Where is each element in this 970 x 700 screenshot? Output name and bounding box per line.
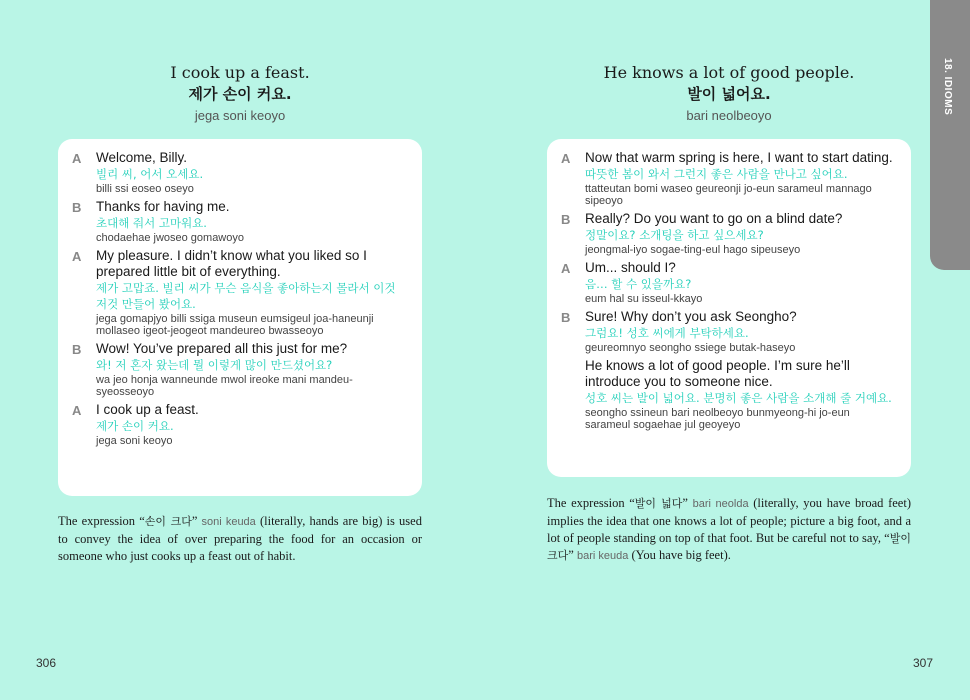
note-text: (literally, you have broad feet) implies the idea that one knows a lot of people; picture a big foot, and a lot of people standing on top of that foot. But be careful not to say, “ xyxy=(547,496,911,545)
line-english: Sure! Why don’t you ask Seongho? xyxy=(585,309,797,324)
chapter-tab xyxy=(930,0,970,270)
line-korean: 그럼요! 성호 씨에게 부탁하세요. xyxy=(585,326,749,340)
left-title-english: I cook up a feast. xyxy=(170,63,310,82)
note-korean-term: 발이 크다 xyxy=(547,532,911,562)
line-english: Really? Do you want to go on a blind date? xyxy=(585,211,843,226)
right-dialogue-card xyxy=(547,139,911,477)
line-romanization: billi ssi eoseo oseyo xyxy=(96,183,194,195)
line-english: Now that warm spring is here, I want to start dating. xyxy=(585,150,893,165)
page-number: 306 xyxy=(36,656,57,670)
dialogue-line xyxy=(72,341,408,398)
dialogue-line xyxy=(72,402,408,447)
note-text: The expression “ xyxy=(58,514,145,528)
speaker-label: A xyxy=(72,151,82,166)
line-romanization: wa jeo honja wanneunde mwol ireoke mani mandeu-syeosseoyo xyxy=(96,374,353,398)
note-text: The expression “ xyxy=(547,496,635,510)
line-romanization: ttatteutan bomi waseo geureonji jo-eun sarameul mannago sipeoyo xyxy=(585,183,872,207)
speaker-label: B xyxy=(561,310,571,325)
right-page xyxy=(485,0,970,700)
line-korean: 따뜻한 봄이 와서 그런지 좋은 사람을 만나고 싶어요. xyxy=(585,167,848,181)
right-title-english: He knows a lot of good people. xyxy=(603,63,855,82)
page-number: 307 xyxy=(913,656,934,670)
left-title-korean: 제가 손이 커요. xyxy=(188,85,292,103)
dialogue-line xyxy=(561,358,897,431)
dialogue-line xyxy=(72,150,408,195)
line-english: Wow! You’ve prepared all this just for me? xyxy=(96,341,348,356)
note-text: ” xyxy=(682,496,693,510)
line-english: He knows a lot of good people. I’m sure he’ll introduce you to someone nice. xyxy=(585,358,850,389)
note-text: ” xyxy=(191,514,202,528)
dialogue-line xyxy=(561,260,897,305)
line-romanization: jega soni keoyo xyxy=(96,435,173,447)
note-text: (literally, hands are big) is used to convey the idea of over preparing the food for an occasion or someone who just cooks up a feast out of habit. xyxy=(58,514,422,563)
line-korean: 와! 저 혼자 왔는데 뭘 이렇게 많이 만드셨어요? xyxy=(96,358,333,372)
line-korean: 정말이요? 소개팅을 하고 싶으세요? xyxy=(585,228,764,242)
note-korean-term: 발이 넓다 xyxy=(634,497,683,510)
speaker-label: A xyxy=(561,261,571,276)
speaker-label: A xyxy=(72,249,82,264)
note-romanization: soni keuda xyxy=(201,516,256,528)
line-korean: 제가 손이 커요. xyxy=(96,419,174,433)
speaker-label: B xyxy=(72,342,82,357)
note-romanization: bari neolda xyxy=(692,498,749,510)
note-text: (You have big feet). xyxy=(628,548,731,562)
line-romanization: geureomnyo seongho ssiege butak-haseyo xyxy=(585,342,796,354)
line-romanization: chodaehae jwoseo gomawoyo xyxy=(96,232,244,244)
note-romanization: bari keuda xyxy=(576,550,629,562)
right-title-romanization: bari neolbeoyo xyxy=(686,108,772,123)
line-romanization: jega gomapjyo billi ssiga museun eumsigeul joa-haneunji mollaseo igeot-jeogeot mandeureo bwasseoyo xyxy=(96,313,374,337)
speaker-label: B xyxy=(561,212,571,227)
right-title-block xyxy=(485,62,970,126)
speaker-label: A xyxy=(561,151,571,166)
left-title-block xyxy=(0,62,480,126)
right-title-korean: 발이 넓어요. xyxy=(687,85,771,103)
right-explanation-note xyxy=(547,495,911,565)
dialogue-line xyxy=(561,150,897,207)
dialogue-line xyxy=(561,211,897,256)
line-english: Thanks for having me. xyxy=(96,199,230,214)
line-romanization: jeongmal-iyo sogae-ting-eul hago sipeuseyo xyxy=(585,244,801,256)
line-english: My pleasure. I didn’t know what you liked so I prepared little bit of everything. xyxy=(96,248,367,279)
left-explanation-note xyxy=(58,513,422,565)
line-korean: 제가 고맙죠. 빌리 씨가 무슨 음식을 좋아하는지 몰라서 이것 저것 만들어 봤어요. xyxy=(96,281,396,311)
speaker-label: B xyxy=(72,200,82,215)
line-english: Welcome, Billy. xyxy=(96,150,188,165)
line-korean: 음… 할 수 있을까요? xyxy=(585,277,692,291)
note-korean-term: 손이 크다 xyxy=(144,515,192,528)
line-english: Um... should I? xyxy=(585,260,676,275)
line-english: I cook up a feast. xyxy=(96,402,199,417)
line-korean: 성호 씨는 발이 넓어요. 분명히 좋은 사람을 소개해 줄 거예요. xyxy=(585,391,892,405)
speaker-label: A xyxy=(72,403,82,418)
dialogue-line xyxy=(72,248,408,337)
chapter-tab-label: 18. IDIOMS xyxy=(942,58,953,116)
left-dialogue-card xyxy=(58,139,422,496)
line-korean: 빌리 씨, 어서 오세요. xyxy=(96,167,204,181)
line-romanization: seongho ssineun bari neolbeoyo bunmyeong-hi jo-eun sarameul sogaehae jul geoyeyo xyxy=(585,407,850,431)
dialogue-line xyxy=(561,309,897,354)
line-romanization: eum hal su isseul-kkayo xyxy=(585,293,703,305)
line-korean: 초대해 줘서 고마워요. xyxy=(96,216,207,230)
left-title-romanization: jega soni keoyo xyxy=(194,108,286,123)
dialogue-line xyxy=(72,199,408,244)
note-text: ” xyxy=(568,548,577,562)
